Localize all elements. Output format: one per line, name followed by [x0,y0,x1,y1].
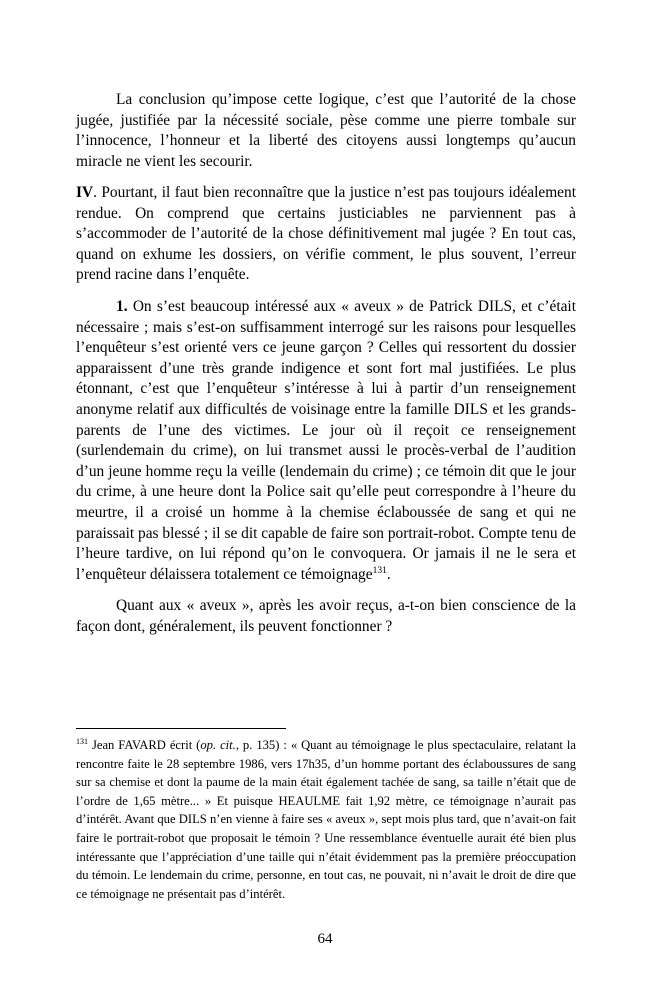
point-marker: 1. [116,298,128,315]
footnote-number: 131 [76,736,88,746]
paragraph-point-1 [76,297,576,585]
section-marker: IV [76,184,94,201]
paragraph-conclusion: La conclusion qu’impose cette logique, c’est que l’autorité de la chose jugée, justifiée par la nécessité sociale, pèse comme une pierre tombale sur l’innocence, l’honneur et la liberté des citoyens aussi longtemps qu’aucun miracle ne vient les secourir. [76,91,576,170]
footnote-separator [76,728,286,729]
footnote-author: Jean FAVARD écrit ( [88,738,201,752]
footnote-text: , p. 135) : « Quant au témoignage le plus spectaculaire, relatant la rencontre faite le 28 septembre 1986, vers 17h35, d’un homme portant des éclaboussures de sang sur sa chemise et dont la paume de la main était également tachée de sang, sa taille n’était que de l’ordre de 1,65 mètre... » Et puisque HEAULME fait 1,92 mètre, ce témoignage n’aurait pas d’intérêt. Avant que DILS n’en vienne à faire ses « aveux », sept mois plus tard, que n’avait-on fait faire le portrait-robot que proposait le témoin ? Une ressemblance éventuelle aurait été bien plus intéressante que l’appréciation d’une taille qui n’était évidemment pas la première préoccupation du témoin. Le lendemain du crime, personne, en tout cas, ne pouvait, ni n’avait le droit de dire que ce témoignage ne présentait pas d’intérêt. [76,738,576,901]
page-number: 64 [317,931,333,947]
footnote [76,736,576,903]
footnote-citation: op. cit. [200,738,236,752]
paragraph-point-1-text: On s’est beaucoup intéressé aux « aveux » de Patrick DILS, et c’était nécessaire ; mais s’est-on suffisamment interrogé sur les raisons pour lesquelles l’enquêteur s’est orienté vers ce jeune garçon ? Celles qui ressortent du dossier apparaissent d’une très grande indigence et sont fort mal justifiées. Le plus étonnant, c’est que l’enquêteur s’intéresse à lui à partir d’un renseignement anonyme relatif aux difficultés de voisinage entre la famille DILS et les grands-parents de l’une des victimes. Le jour où il reçoit ce renseignement (surlendemain du crime), on lui transmet aussi le procès-verbal de l’audition d’un jeune homme reçu la veille (lendemain du crime) ; ce témoin dit que le jour du crime, à une heure dont la Police sait qu’elle peut correspondre à l’heure du meurtre, il a croisé un homme à la chemise éclaboussée de sang et qui ne paraissait pas blessé ; il se dit capable de faire son portrait-robot. Compte tenu de l’heure tardive, on lui répond qu’on le convoquera. Or jamais il ne le sera et l’enquêteur délaissera totalement ce témoignage [76,298,576,583]
paragraph-section-iv [76,183,576,286]
paragraph-aveux-question: Quant aux « aveux », après les avoir reçus, a-t-on bien conscience de la façon dont, généralement, ils peuvent fonctionner ? [76,597,576,635]
footnote-reference[interactable]: 131 [372,565,387,576]
paragraph-section-iv-text: . Pourtant, il faut bien reconnaître que la justice n’est pas toujours idéalement rendue. On comprend que certains justiciables ne parviennent pas à s’accommoder de l’autorité de la chose définitivement mal jugée ? En tout cas, quand on exhume les dossiers, on vérifie comment, le plus souvent, l’erreur prend racine dans l’enquête. [76,184,576,284]
paragraph-point-1-end: . [386,565,391,583]
